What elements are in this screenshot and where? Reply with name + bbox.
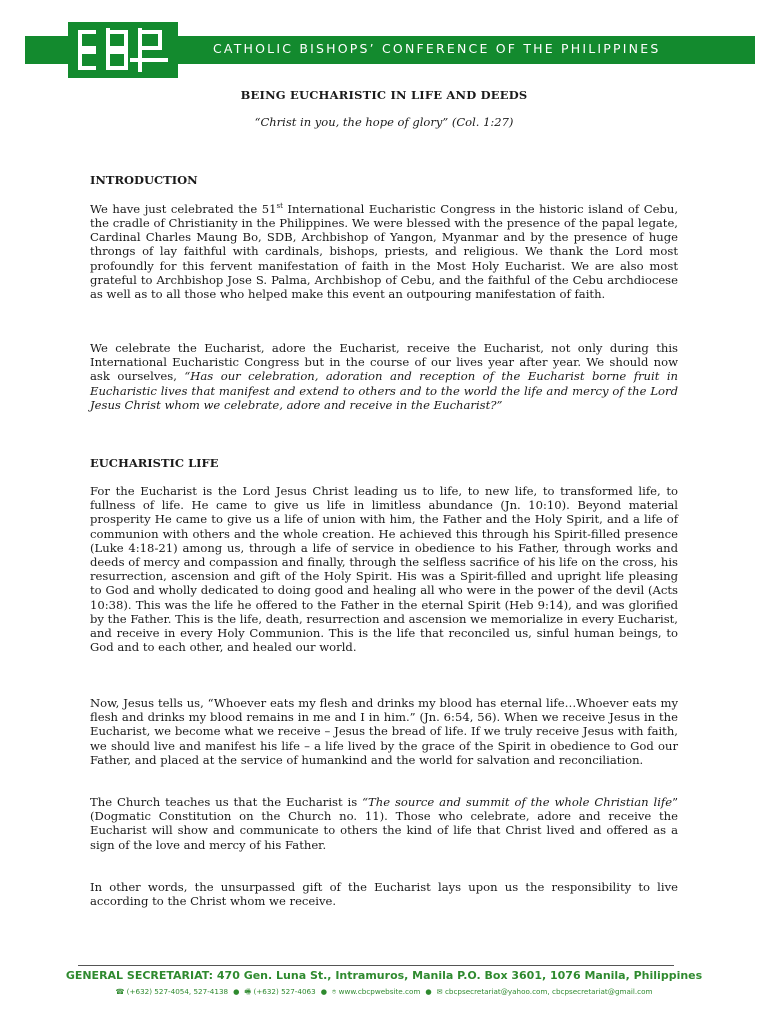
document-title: BEING EUCHARISTIC IN LIFE AND DEEDS (240, 88, 528, 102)
life-paragraph-4: In other words, the unsurpassed gift of the Eucharist lays upon us the responsibility to live according to the Christ whom we receive. (90, 880, 678, 909)
footer-fax: 🖷 (+632) 527-4063 (244, 987, 316, 996)
section-heading-introduction: INTRODUCTION (90, 173, 198, 187)
globe-icon: ⌾ (331, 987, 339, 996)
intro-paragraph-2: We celebrate the Eucharist, adore the Eucharist, receive the Eucharist, not only during this International Eucharistic Congress but in the course of our lives year after year. We should now ask ourselves, “Has our celebration, adoration and reception of the Eucharist borne fruit in Eucharistic lives that manifest and extend to others and to the world the life and mercy of the Lord Jesus Christ whom we celebrate, adore and receive in the Eucharist?” (90, 341, 678, 412)
life-paragraph-3: The Church teaches us that the Eucharist is “The source and summit of the whole Christian life” (Dogmatic Constitution on the Church no. 11). Those who celebrate, adore and receive the Eucharist will show and communicate to others the kind of life that Christ lived and offered as a sign of the love and mercy of his Father. (90, 795, 678, 852)
intro-paragraph-1: We have just celebrated the 51st International Eucharistic Congress in the historic island of Cebu, the cradle of Christianity in the Philippines. We were blessed with the presence of the papal legate, Cardinal Charles Maung Bo, SDB, Archbishop of Yangon, Myanmar and by the presence of huge throngs of lay faithful with cardinals, bishops, priests, and religious. We thank the Lord most profoundly for this fervent manifestation of faith in the Most Holy Eucharist. We are also most grateful to Archbishop Jose S. Palma, Archbishop of Cebu, and the faithful of the Cebu archdiocese as well as to all those who helped make this event an outpouring manifestation of faith. (90, 201, 679, 302)
life-paragraph-2: Now, Jesus tells us, “Whoever eats my flesh and drinks my blood has eternal life…Whoever eats my flesh and drinks my blood remains in me and I in him.” (Jn. 6:54, 56). When we receive Jesus in the Eucharist, we become what we receive – Jesus the bread of life. If we truly receive Jesus with faith, we should live and manifest his life – a life lived by the grace of the Spirit in obedience to God our Father, and placed at the service of humankind and the world for salvation and reconciliation. (90, 696, 678, 767)
section-heading-eucharistic-life: EUCHARISTIC LIFE (90, 456, 219, 470)
email-icon: ✉ (436, 987, 445, 996)
cbcp-logo (68, 22, 178, 78)
cbcp-logo-icon (68, 22, 178, 78)
life-paragraph-1: For the Eucharist is the Lord Jesus Christ leading us to life, to new life, to transformed life, to fullness of life. He came to give us life in limitless abundance (Jn. 10:10). Beyond material prosperity He came to give us a life of union with him, the Father and the Holy Spirit, and a life of communion with others and the whole creation. He achieved this through his Spirit-filled presence (Luke 4:18-21) among us, through a life of service in obedience to his Father, through works and deeds of mercy and compassion and finally, through the selfless sacrifice of his life on the cross, his resurrection, ascension and gift of the Holy Spirit. His was a Spirit-filled and upright life pleasing to God and wholly dedicated to doing good and healing all who were in the power of the devil (Acts 10:38). This was the life he offered to the Father in the eternal Spirit (Heb 9:14), and was glorified by the Father. This is the life, death, resurrection and ascension we memorialize in every Eucharist, and receive in every Holy Communion. This is the life that reconciled us, sinful human beings, to God and to each other, and healed our world. (90, 484, 678, 655)
footer-address: GENERAL SECRETARIAT: 470 Gen. Luna St., Intramuros, Manila P.O. Box 3601, 1076 Manila, Philippines (65, 969, 703, 982)
footer-email[interactable]: cbcpsecretariat@yahoo.com, cbcpsecretariat@gmail.com (444, 987, 653, 996)
footer-contacts: ☎ (+632) 527-4054, 527-4138 ● 🖷 (+632) 527-4063 ● ⌾ www.cbcpwebsite.com ● ✉ cbcpsecretariat@yahoo.com, cbcpsecretariat@gmail.com (115, 987, 653, 996)
footer-website[interactable]: www.cbcpwebsite.com (338, 987, 421, 996)
footer-phone: ☎ (+632) 527-4054, 527-4138 (115, 987, 229, 996)
banner-title: CATHOLIC BISHOPS’ CONFERENCE OF THE PHILIPPINES (213, 41, 661, 56)
footer-divider (78, 965, 674, 966)
document-subtitle: “Christ in you, the hope of glory” (Col. 1:27) (254, 115, 514, 129)
